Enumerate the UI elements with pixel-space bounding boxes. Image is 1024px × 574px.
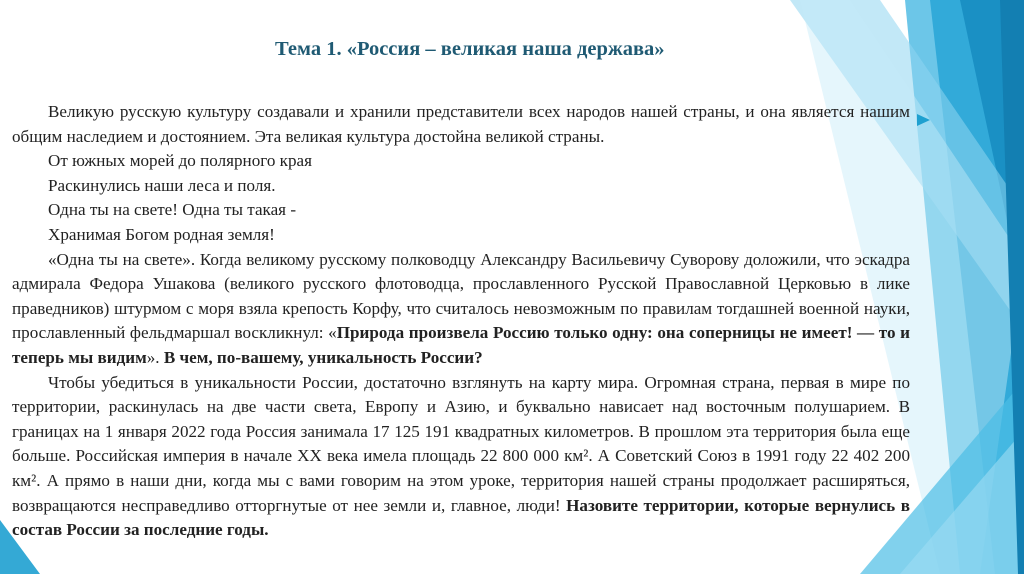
- verse-line: От южных морей до полярного края: [48, 151, 312, 171]
- territory-paragraph: [12, 371, 910, 543]
- suvorov-quote: Природа произвела Россию только одну: она соперницы не имеет! — то и теперь мы видим: [12, 323, 910, 367]
- uniqueness-question: В чем, по-вашему, уникальность России?: [163, 347, 483, 367]
- suvorov-text: «Одна ты на свете». Когда великому русскому полководцу Александру Васильевичу Суворову доложили, что эскадра адмирала Федора Ушакова (великого русского флотоводца, прославленного Русской Православной Церковью в лике праведников) штурмом с моря взяла крепость Корфу, что считалось невозможным по правилам тогдашней военной науки, прославленный фельдмаршал воскликнул: «: [12, 249, 910, 343]
- slide-title: Тема 1. «Россия – великая наша держава»: [275, 38, 665, 60]
- intro-paragraph: Великую русскую культуру создавали и хранили представители всех народов нашей страны, и она является нашим общим наследием и достоянием. Эта великая культура достойна великой страны.: [12, 102, 910, 146]
- territory-task: Назовите территории, которые вернулись в состав России за последние годы.: [12, 495, 910, 540]
- verse-line: Одна ты на свете! Одна ты такая -: [48, 200, 297, 220]
- verse-line: Раскинулись наши леса и поля.: [48, 175, 276, 195]
- slide-body: [12, 100, 910, 543]
- quote-close: ».: [146, 347, 164, 367]
- territory-text: Чтобы убедиться в уникальности России, достаточно взглянуть на карту мира. Огромная страна, первая в мире по территории, раскинулась на две части света, Европу и Азию, и буквально нависает над восточным полушарием. В границах на 1 января 2022 года Россия занимала 17 125 191 квадратных километров. В прошлом эта территория была еще больше. Российская империя в начале XX века имела площадь 22 800 000 км². А Советский Союз в 1991 году 22 402 200 км². А прямо в наши дни, когда мы с вами говорим на этом уроке, территория нашей страны продолжает расширяться, возвращаются несправедливо отторгнутые от нее земли и, главное, люди!: [12, 372, 910, 515]
- verse-line: Хранимая Богом родная земля!: [48, 224, 275, 244]
- suvorov-paragraph: [12, 248, 910, 371]
